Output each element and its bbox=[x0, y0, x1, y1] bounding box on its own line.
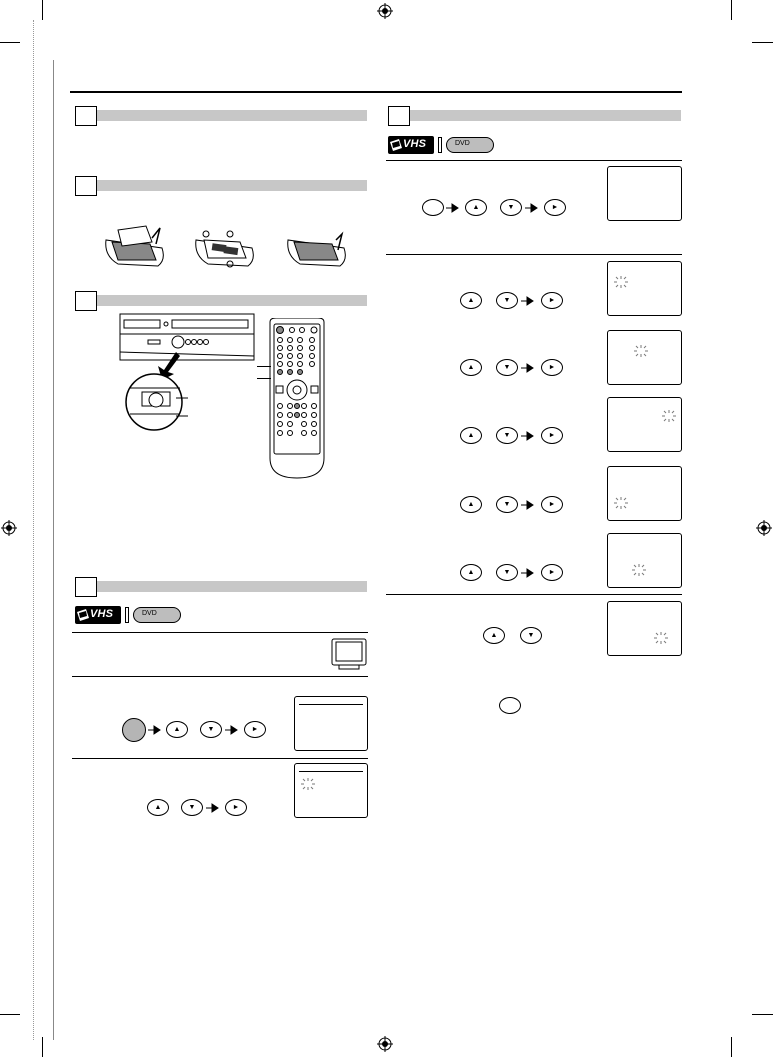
up-button[interactable]: ▲ bbox=[460, 359, 482, 376]
up-button[interactable]: ▲ bbox=[460, 564, 482, 581]
battery-cover-close-icon bbox=[282, 220, 350, 270]
callout-line-2 bbox=[257, 378, 271, 379]
osd-screen-f bbox=[607, 533, 682, 588]
step-2-bar bbox=[97, 180, 367, 191]
down-button[interactable]: ▼ bbox=[496, 292, 518, 309]
arrow-right-icon bbox=[525, 203, 539, 213]
up-button[interactable]: ▲ bbox=[465, 199, 487, 216]
left-separator-1 bbox=[72, 632, 368, 633]
badge-separator bbox=[438, 137, 442, 153]
step-4-bar bbox=[97, 581, 367, 592]
down-button[interactable]: ▼ bbox=[496, 564, 518, 581]
remote-control-icon[interactable] bbox=[266, 318, 328, 480]
sparkle-cursor-icon bbox=[614, 276, 628, 288]
step-5-bar bbox=[410, 110, 681, 121]
sparkle-cursor-icon bbox=[654, 632, 668, 644]
registration-mark-left-icon bbox=[1, 520, 17, 536]
right-button[interactable]: ► bbox=[244, 721, 266, 738]
vhs-label: VHS bbox=[90, 608, 114, 620]
down-button[interactable]: ▼ bbox=[496, 359, 518, 376]
sparkle-cursor-icon bbox=[634, 345, 648, 357]
vhs-label: VHS bbox=[403, 138, 427, 150]
arrow-right-icon bbox=[521, 431, 535, 441]
step-1-bar bbox=[97, 110, 367, 121]
dvd-label: DVD bbox=[455, 140, 470, 147]
down-button[interactable]: ▼ bbox=[181, 799, 203, 816]
up-button[interactable]: ▲ bbox=[166, 721, 188, 738]
vhs-dvd-badge bbox=[388, 134, 488, 156]
osd-screen-a bbox=[607, 166, 682, 221]
right-button[interactable]: ► bbox=[541, 564, 563, 581]
dvd-disc-icon bbox=[133, 607, 181, 623]
down-button[interactable]: ▼ bbox=[200, 721, 222, 738]
down-button[interactable]: ▼ bbox=[500, 199, 522, 216]
arrow-right-icon bbox=[521, 363, 535, 373]
step-3-number bbox=[75, 291, 97, 311]
osd-screen-b bbox=[607, 261, 682, 316]
up-button[interactable]: ▲ bbox=[483, 627, 505, 644]
sparkle-cursor-icon bbox=[614, 497, 628, 509]
menu-button[interactable] bbox=[422, 199, 444, 216]
registration-mark-bottom-icon bbox=[377, 1036, 393, 1052]
setup-exit-button[interactable] bbox=[499, 697, 521, 714]
vcr-dvd-unit-icon bbox=[118, 312, 258, 432]
right-separator-1 bbox=[386, 160, 682, 161]
step-4-number bbox=[75, 577, 97, 597]
up-button[interactable]: ▲ bbox=[460, 292, 482, 309]
osd-divider bbox=[299, 704, 363, 705]
right-button[interactable]: ► bbox=[541, 427, 563, 444]
badge-separator bbox=[125, 607, 129, 623]
down-button[interactable]: ▼ bbox=[496, 427, 518, 444]
registration-mark-top-icon bbox=[377, 3, 393, 19]
tv-monitor-icon bbox=[331, 638, 367, 670]
right-separator-2 bbox=[386, 254, 682, 255]
arrow-right-icon bbox=[521, 500, 535, 510]
osd-screen-d bbox=[607, 397, 682, 452]
sparkle-cursor-icon bbox=[632, 564, 646, 576]
right-button[interactable]: ► bbox=[541, 359, 563, 376]
osd-screen-e bbox=[607, 466, 682, 521]
battery-insert-icon bbox=[190, 220, 258, 270]
osd-screen-c bbox=[607, 330, 682, 385]
callout-line-1 bbox=[257, 366, 271, 367]
battery-cover-open-icon bbox=[100, 220, 168, 270]
arrow-right-icon bbox=[521, 568, 535, 578]
right-button[interactable]: ► bbox=[225, 799, 247, 816]
sparkle-cursor-icon bbox=[662, 410, 676, 422]
sparkle-cursor-icon bbox=[301, 778, 315, 790]
arrow-right-icon bbox=[446, 203, 460, 213]
dvd-label: DVD bbox=[142, 610, 157, 617]
setup-button[interactable] bbox=[122, 718, 146, 742]
up-button[interactable]: ▲ bbox=[460, 427, 482, 444]
step-5-number bbox=[388, 106, 410, 126]
left-separator-3 bbox=[72, 758, 368, 759]
right-button[interactable]: ► bbox=[541, 292, 563, 309]
vhs-tape-icon bbox=[389, 138, 403, 152]
step-3-bar bbox=[97, 295, 367, 306]
up-button[interactable]: ▲ bbox=[460, 496, 482, 513]
down-button[interactable]: ▼ bbox=[496, 496, 518, 513]
vhs-tape-icon bbox=[76, 608, 90, 622]
dvd-disc-icon bbox=[446, 137, 494, 153]
registration-mark-right-icon bbox=[756, 520, 772, 536]
step-2-number bbox=[75, 176, 97, 196]
up-button[interactable]: ▲ bbox=[147, 799, 169, 816]
vhs-badge bbox=[75, 606, 121, 624]
osd-screen-2 bbox=[294, 763, 368, 818]
arrow-right-icon bbox=[521, 296, 535, 306]
osd-divider bbox=[299, 771, 363, 772]
vhs-dvd-badge bbox=[75, 604, 175, 626]
arrow-right-icon bbox=[148, 725, 162, 735]
osd-screen-1 bbox=[294, 696, 368, 751]
left-separator-2 bbox=[72, 676, 368, 677]
vhs-badge bbox=[388, 136, 434, 154]
right-button[interactable]: ► bbox=[544, 199, 566, 216]
right-separator-3 bbox=[386, 594, 682, 595]
arrow-right-icon bbox=[206, 803, 220, 813]
arrow-right-icon bbox=[225, 725, 239, 735]
right-button[interactable]: ► bbox=[541, 496, 563, 513]
osd-screen-g bbox=[607, 601, 682, 656]
step-1-number bbox=[75, 106, 97, 126]
down-button[interactable]: ▼ bbox=[520, 627, 542, 644]
